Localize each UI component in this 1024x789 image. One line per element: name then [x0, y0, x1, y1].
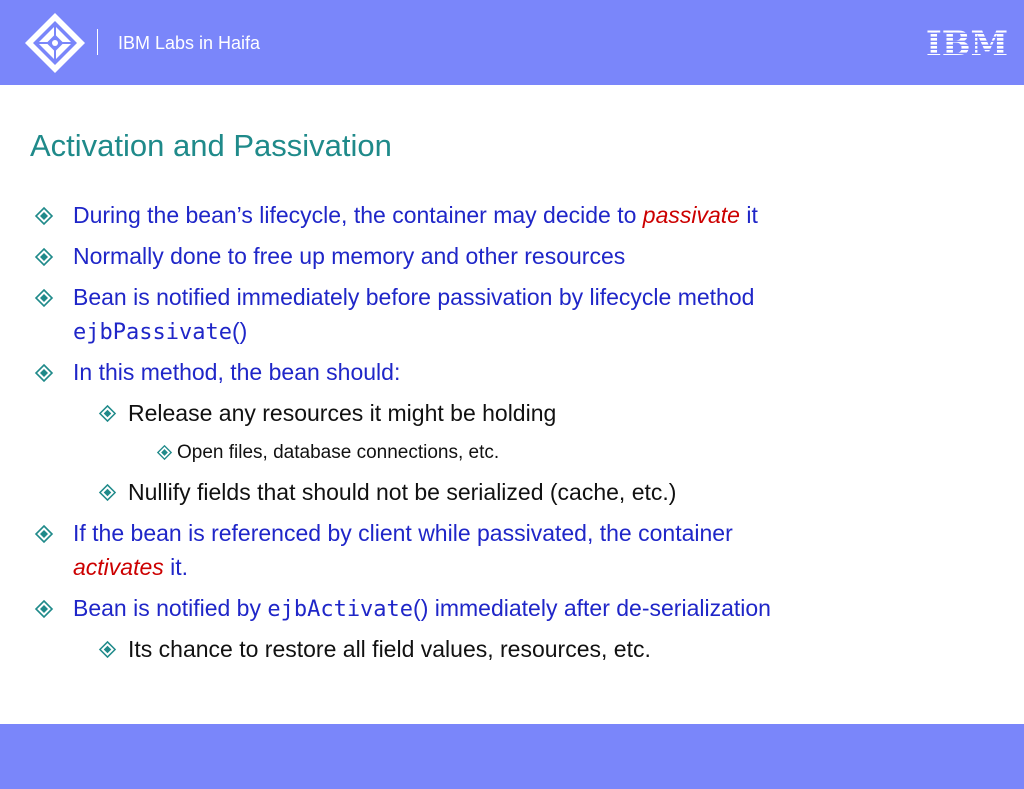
bullet-referenced-by-client: If the bean is referenced by client while passivated, the container — [73, 520, 733, 546]
diamond-bullet-icon — [35, 207, 53, 225]
bullet-memory: Normally done to free up memory and other resources — [73, 243, 626, 269]
bullet-activates-line — [73, 550, 188, 585]
slide-title: Activation and Passivation — [30, 128, 392, 163]
ejbpassivate-code: ejbPassivate — [73, 320, 232, 345]
ejbactivate-code: ejbActivate — [267, 597, 414, 622]
bullet-notified-before: Bean is notified immediately before passivation by lifecycle method — [73, 284, 755, 310]
ejbactivate-pre: Bean is notified by — [73, 595, 268, 621]
diamond-bullet-icon — [35, 364, 53, 382]
subsub-open-files: Open files, database connections, etc. — [177, 442, 500, 463]
sub-restore-fields: Its chance to restore all field values, resources, etc. — [128, 636, 651, 662]
diamond-bullet-icon — [157, 445, 172, 460]
header-divider — [97, 29, 98, 55]
bullet-method-should: In this method, the bean should: — [73, 359, 401, 385]
bullet-ejbpassivate-line — [73, 314, 247, 350]
diamond-bullet-icon — [99, 641, 116, 658]
sub-nullify-fields: Nullify fields that should not be serialized (cache, etc.) — [128, 479, 677, 505]
ibm-logo — [925, 24, 1009, 64]
header-bar — [0, 0, 1024, 85]
diamond-bullet-icon — [35, 525, 53, 543]
ibm-logo-text: IBM — [925, 24, 1009, 64]
ejbpassivate-suffix: () — [231, 318, 248, 344]
diamond-bullet-icon — [35, 289, 53, 307]
diamond-bullet-icon — [35, 600, 53, 618]
haifa-labs-logo-icon — [24, 12, 86, 74]
diamond-bullet-icon — [99, 405, 116, 422]
bullet-passivate-pre: During the bean’s lifecycle, the container may decide to — [73, 202, 643, 228]
passivate-emphasis: passivate — [642, 202, 740, 228]
bullet-ejbactivate — [73, 591, 771, 627]
footer-bar — [0, 724, 1024, 789]
ejbactivate-post: () immediately after de-serialization — [413, 595, 771, 621]
sub-release-resources: Release any resources it might be holding — [128, 400, 557, 426]
activates-emphasis: activates — [73, 554, 164, 580]
bullet-passivate-post: it — [739, 202, 758, 228]
diamond-bullet-icon — [35, 248, 53, 266]
bullet-passivate — [73, 198, 758, 233]
activates-post: it. — [163, 554, 189, 580]
org-name: IBM Labs in Haifa — [118, 33, 261, 53]
diamond-bullet-icon — [99, 484, 116, 501]
